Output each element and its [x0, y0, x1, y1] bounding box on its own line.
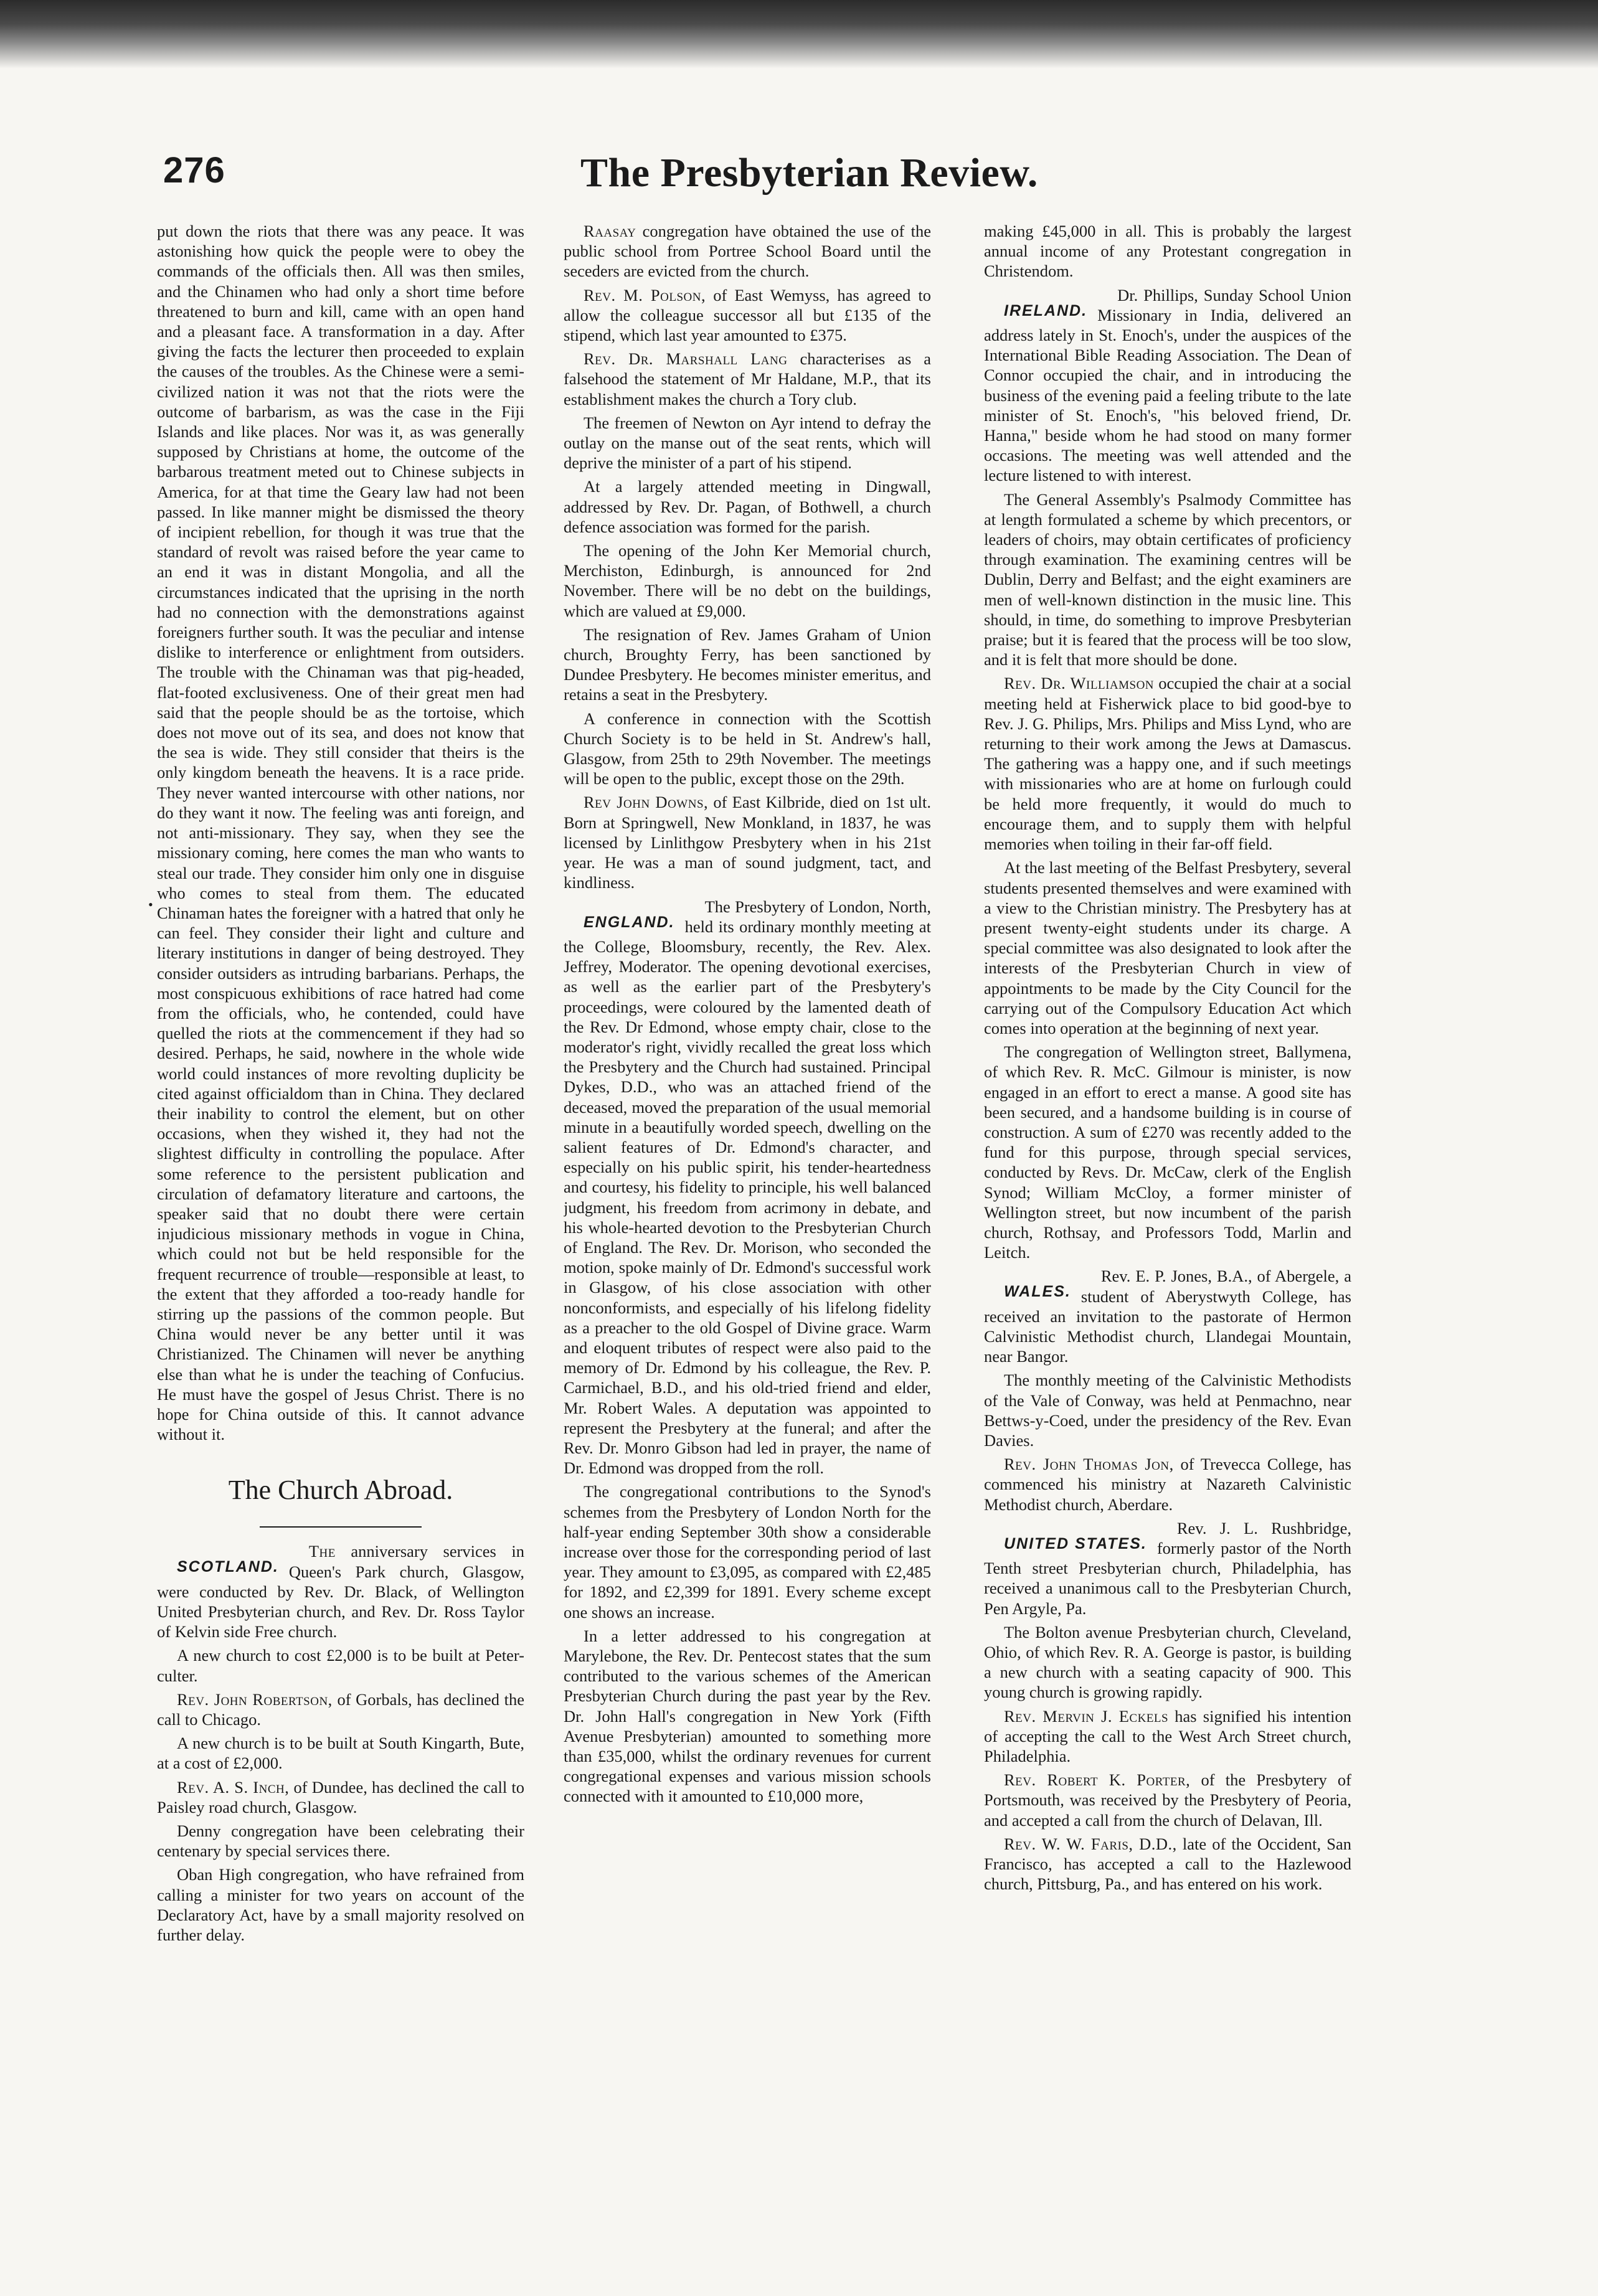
person-name: Rev. John Thomas Jon,: [1004, 1455, 1174, 1474]
paragraph-text: of Dundee, has declined the call to Paisley road church, Glasgow.: [157, 1777, 524, 1816]
paragraph-text: of Trevecca College, has commenced his ministry at Nazareth Calvinistic Methodist church, Aberdare.: [984, 1455, 1351, 1514]
paragraph: The congregation of Wellington street, Ballymena, of which Rev. R. McC. Gilmour is minister, is now engaged in an effort to erect a manse. A good site has been secured, and a handsome building is in course of construction. A sum of £270 was recently added to the fund for this purpose, through special services, conducted by Revs. Dr. McCaw, clerk of the English Synod; William McCloy, a former minister of Wellington street, but now incumbent of the parish church, Rothsay, and Professors Todd, Marlin and Leitch.: [984, 1042, 1351, 1262]
page-header: [163, 149, 1598, 206]
paragraph: A new church is to be built at South Kingarth, Bute, at a cost of £2,000.: [157, 1734, 524, 1773]
paragraph: The opening of the John Ker Memorial church, Merchiston, Edinburgh, is announced for 2nd November. There will be no debt on the buildings, which are valued at £9,000.: [564, 541, 931, 620]
column-left: [157, 221, 524, 2232]
paragraph: [984, 1266, 1351, 1366]
paragraph-text: characterises as a falsehood the statement of Mr Haldane, M.P., that its establishment makes the church a Tory club.: [564, 349, 931, 409]
paragraph: At a largely attended meeting in Dingwall, addressed by Rev. Dr. Pagan, of Bothwell, a church defence association was formed for the parish.: [564, 477, 931, 536]
paragraph: The resignation of Rev. James Graham of Union church, Broughty Ferry, has been sanctioned by Dundee Presbytery. He becomes minister emeritus, and retains a seat in the Presbytery.: [564, 625, 931, 704]
paragraph: [984, 1834, 1351, 1894]
paragraph: The Bolton avenue Presbyterian church, Cleveland, Ohio, of which Rev. R. A. George is pastor, is building a new church with a seating capacity of 900. This young church is growing rapidly.: [984, 1622, 1351, 1702]
paragraph-text: Dr. Phillips, Sunday School Union Missionary in India, delivered an address lately in St. Enoch's, under the auspices of the International Bible Reading Association. The Dean of Connor occupied the chair, and in introducing the business of the evening paid a feeling tribute to the late minister of St. Enoch's, "his beloved friend, Dr. Hanna," beside whom he had stood on many former occasions. The meeting was well attended and the lecture listened to with interest.: [984, 285, 1351, 485]
person-name: Rev. John Robertson,: [177, 1689, 333, 1709]
paragraph: A new church to cost £2,000 is to be built at Peter-culter.: [157, 1646, 524, 1685]
paragraph: [564, 792, 931, 892]
paragraph: [984, 673, 1351, 854]
paragraph-text: The Presbytery of London, North, held its ordinary monthly meeting at the College, Bloomsbury, recently, the Rev. Alex. Jeffrey, Moderator. The opening devotional exercises, as well as the earlier part of the Presbytery's proceedings, were coloured by the lamented death of the Rev. Dr Edmond, whose empty chair, close to the moderator's right, vividly recalled the great loss which the Presbytery and the Church had sustained. Principal Dykes, D.D., who was an attached friend of the deceased, moved the preparation of the usual memorial minute in a beautifully worded speech, dwelling on the salient features of Dr. Edmond's character, and especially on his public spirit, his tender-heartedness and courtesy, his fidelity to principle, his well balanced judgment, his freedom from acrimony in debate, and his whole-hearted devotion to the Presbyterian Church of England. The Rev. Dr. Morison, who seconded the motion, spoke mainly of Dr. Edmond's successful work in Glasgow, of his close association with other nonconformists, and especially of his lifelong fidelity as a preacher to the old Gospel of Divine grace. Warm and eloquent tributes of respect were also paid to the memory of Dr. Edmond by his colleague, the Rev. P. Carmichael, B.D., and his old-tried friend and elder, Mr. Robert Wales. A deputation was appointed to represent the Presbytery at the funeral; and after the Rev. Dr. Monro Gibson had led in prayer, the name of Dr. Edmond was dropped from the roll.: [564, 897, 931, 1478]
paragraph-text: Rev. E. P. Jones, B.A., of Abergele, a student of Aberystwyth College, has received an invitation to the pastorate of Hermon Calvinistic Methodist church, Llandegai Mountain, near Bangor.: [984, 1267, 1351, 1366]
person-name: Rev John Downs,: [584, 793, 709, 812]
paragraph: [564, 221, 931, 281]
paragraph: [157, 1777, 524, 1817]
paragraph-text: occupied the chair at a social meeting held at Fisherwick place to bid good-bye to Rev. J. G. Philips, Mrs. Philips and Miss Lynd, who are returning to their work among the Jews at Damascus. The gathering was a happy one, and if such meetings with missionaries who are at home on furlough could be held more frequently, it would do much to encourage them, and to supply them with helpful memories when toiling in their far-off field.: [984, 674, 1351, 854]
journal-title: The Presbyterian Review.: [580, 150, 1038, 196]
paragraph: [984, 1706, 1351, 1767]
paragraph: [984, 1518, 1351, 1618]
paragraph-text: of East Kilbride, died on 1st ult. Born at Springwell, New Monkland, in 1837, he was licensed by Linlithgow Presbytery when in his 21st year. He was a man of sound judgment, tact, and kindliness.: [564, 793, 931, 892]
paragraph: [564, 349, 931, 409]
paragraph: Denny congregation have been celebrating their centenary by special services there.: [157, 1821, 524, 1861]
paragraph: [984, 1770, 1351, 1830]
person-name: Rev. M. Polson,: [584, 285, 706, 305]
paragraph: At the last meeting of the Belfast Presbytery, several students presented themselves and were examined with a view to the Christian ministry. The Presbytery has at present twenty-eight students under its charge. A special committee was also designated to look after the interests of the Presbyterian Church in view of appointments to be made by the City Council for the carrying out of the Compulsory Education Act which comes into operation at the beginning of next year.: [984, 858, 1351, 1037]
lead-word: The: [308, 1542, 336, 1561]
region-label-wales: WALES.: [1004, 1283, 1071, 1301]
region-label-ireland: IRELAND.: [1004, 301, 1088, 319]
paragraph-text: of Gorbals, has declined the call to Chicago.: [157, 1689, 524, 1729]
paragraph: The congregational contributions to the Synod's schemes from the Presbytery of London North for the half-year ending September 30th show a considerable increase over those for the corresponding period of last year. They amount to £3,095, as compared with £2,485 for 1892, and £2,399 for 1891. Every scheme except one shows an increase.: [564, 1482, 931, 1622]
paragraph: A conference in connection with the Scottish Church Society is to be held in St. Andrew's hall, Glasgow, from 25th to 29th November. The meetings will be open to the public, except those on the 29th.: [564, 709, 931, 788]
paragraph: [984, 285, 1351, 486]
page-number: 276: [163, 150, 225, 191]
margin-mark: •: [148, 897, 153, 912]
paragraph: [157, 1689, 524, 1729]
paragraph-text: of East Wemyss, has agreed to allow the colleague successor all but £135 of the stipend, which last year amounted to £375.: [564, 285, 931, 345]
section-divider: [260, 1526, 422, 1528]
paragraph: [564, 897, 931, 1478]
person-name: Rev. Dr. Williamson: [1004, 674, 1155, 693]
region-label-scotland: SCOTLAND.: [177, 1558, 279, 1576]
person-name: Rev. W. W. Faris, D.D.,: [1004, 1834, 1177, 1853]
paragraph: [984, 1454, 1351, 1514]
paragraph-text: of the Presbytery of Portsmouth, was received by the Presbytery of Peoria, and accepted a call from the church of Delavan, Ill.: [984, 1770, 1351, 1830]
paragraph: The freemen of Newton on Ayr intend to defray the outlay on the manse out of the seat rents, which will deprive the minister of a part of his stipend.: [564, 413, 931, 473]
lead-word: Raasay: [584, 222, 636, 240]
scan-top-edge: [0, 0, 1598, 69]
paragraph-text: congregation have obtained the use of the public school from Portree School Board until the seceders are evicted from the church.: [564, 222, 931, 281]
region-label-england: ENGLAND.: [584, 913, 675, 931]
person-name: Rev. Mervin J. Eckels: [1004, 1706, 1169, 1726]
paragraph-text: has signified his intention of accepting the call to the West Arch Street church, Philadelphia.: [984, 1706, 1351, 1766]
paragraph: [564, 285, 931, 346]
paragraph: making £45,000 in all. This is probably the largest annual income of any Protestant congregation in Christendom.: [984, 222, 1351, 281]
region-label-united-states: UNITED STATES.: [1004, 1534, 1147, 1552]
person-name: Rev. Robert K. Porter,: [1004, 1770, 1191, 1790]
paragraph-text: anniversary services in Queen's Park church, Glasgow, were conducted by Rev. Dr. Black, of Wellington United Presbyterian church, and Rev. Dr. Ross Taylor of Kelvin side Free church.: [157, 1542, 524, 1642]
paragraph: Oban High congregation, who have refrained from calling a minister for two years on account of the Declaratory Act, have by a small majority resolved on further delay.: [157, 1865, 524, 1945]
person-name: Rev. Dr. Marshall Lang: [584, 349, 788, 369]
paragraph: put down the riots that there was any peace. It was astonishing how quick the people were to obey the commands of the officials then. All was then smiles, and the Chinamen who had only a short time before threatened to burn and kill, came with an open hand and a pleasant face. A transformation in a day. After giving the facts the lecturer then proceeded to explain the causes of the troubles. As the Chinese were a semi-civilized nation it was not that the riots were the outcome of barbarism, as was the case in the Fiji Islands and like places. Nor was it, as was generally supposed by Christians at home, the outcome of the barbarous treatment meted out to Chinese subjects in America, for at that time the Geary law had not been passed. In like manner might be dismissed the theory of incipient rebellion, for though it was true that the standard of revolt was raised before the year came to an end it was in distant Mongolia, and all the circumstances indicated that the uprising in the north had no connection with the demonstrations against foreigners further south. It was the peculiar and intense dislike to interference or enlightment from outsiders. The trouble with the Chinaman was that pig-headed, flat-footed exclusiveness. One of their great men had said that the people should be as the tortoise, which does not move out of its sea, and does not know that the sea is wide. They still consider that theirs is the only kingdom beneath the heavens. It is a race pride. They never wanted intercourse with other nations, nor do they want it now. The feeling was anti foreign, and not anti-missionary. They say, when they see the missionary coming, here comes the man who wants to steal our trade. They consider him only one in disguise who comes to steal from them. The educated Chinaman hates the foreigner with a hatred that only he can feel. They consider their light and culture and literary institutions in danger of being destroyed. They consider outsiders as intruding barbarians. Perhaps, the most conspicuous exhibitions of race hatred had come from the officials, who, he contended, could have quelled the riots at the commencement if they had so desired. Perhaps, he said, nowhere in the whole wide world could instances of more revolting duplicity be cited against officialdom than in China. They declared their inability to control the element, but on other occasions, when they wished it, they had not the slightest difficulty in controlling the populace. After some reference to the persistent publication and circulation of defamatory literature and cartoons, the speaker said that no doubt there were certain injudicious missionary methods in vogue in China, which could not but be held responsible for the frequent recurrence of trouble—responsible at least, to the extent that they afforded a too-ready handle for stirring up the passions of the common people. But China would never be any better until it was Christianized. The Chinamen will never be anything else than what he is under the teaching of Confucius. He must have the gospel of Jesus Christ. There is no hope for China outside of this. It cannot advance without it.: [157, 222, 524, 1444]
paragraph-text: Rev. J. L. Rushbridge, formerly pastor of the North Tenth street Presbyterian church, Philadelphia, has received a unanimous call to the Presbyterian Church, Pen Argyle, Pa.: [984, 1518, 1351, 1618]
paragraph: The General Assembly's Psalmody Committee has at length formulated a scheme by which precentors, or leaders of choirs, may obtain certificates of proficiency through examination. The examining centres will be Dublin, Derry and Belfast; and the eight examiners are men of well-known distinction in the music line. This should, in time, do something to improve Presbyterian praise; but it is feared that the process will be too slow, and it is felt that more should be done.: [984, 489, 1351, 669]
paragraph: In a letter addressed to his congregation at Marylebone, the Rev. Dr. Pentecost states that the sum contributed to the various schemes of the American Presbyterian Church during the past year by the Rev. Dr. John Hall's congregation in New York (Fifth Avenue Presbyterian) amounted to something more than £35,000, whilst the ordinary revenues for current congregational expenses and various mission schools connected with it amounted to £10,000 more,: [564, 1626, 931, 1806]
person-name: Rev. A. S. Inch,: [177, 1777, 290, 1797]
section-title: The Church Abroad.: [228, 1475, 453, 1506]
paragraph-text: late of the Occident, San Francisco, has accepted a call to the Hazlewood church, Pittsburg, Pa., and has entered on his work.: [984, 1834, 1351, 1894]
column-right: [984, 221, 1351, 2232]
paragraph: [157, 1541, 524, 1642]
paragraph: The monthly meeting of the Calvinistic Methodists of the Vale of Conway, was held at Penmachno, near Bettws-y-Coed, under the presidency of the Rev. Evan Davies.: [984, 1371, 1351, 1450]
column-middle: [564, 221, 931, 2232]
